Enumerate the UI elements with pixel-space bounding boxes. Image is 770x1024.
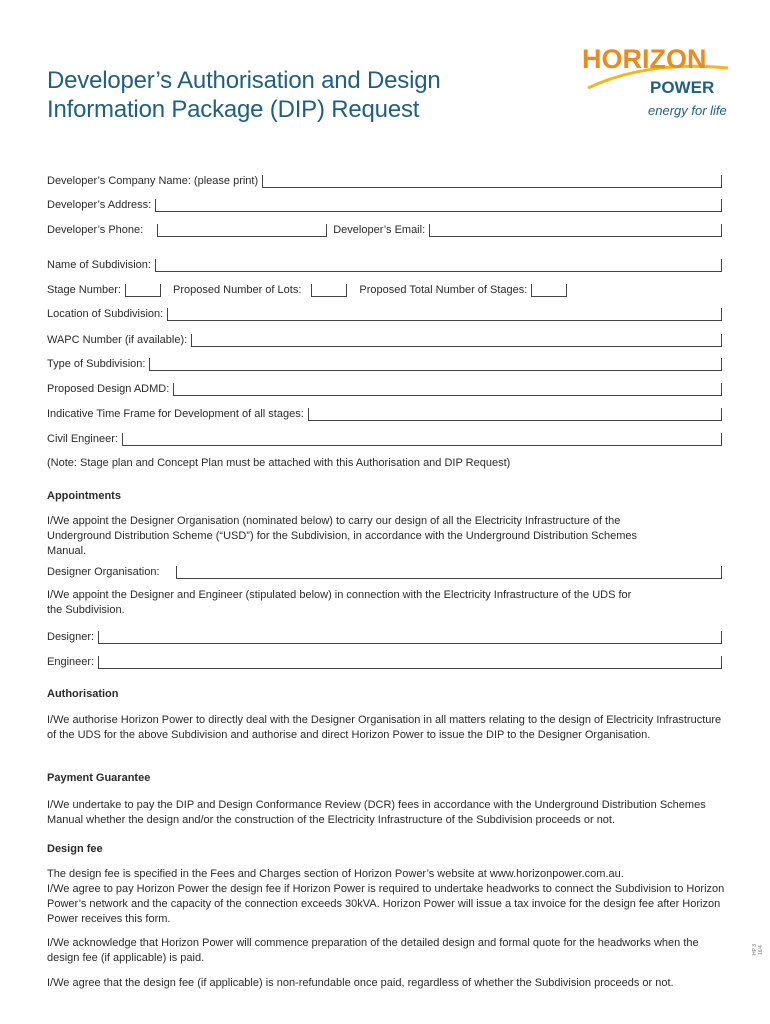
company-name-row [47, 172, 722, 188]
type-row [47, 355, 722, 371]
design-fee-heading: Design fee [47, 843, 103, 855]
appointments-heading: Appointments [47, 490, 121, 502]
phone-field[interactable] [157, 224, 327, 237]
designer-org-field[interactable] [176, 566, 722, 579]
authorisation-heading: Authorisation [47, 688, 119, 700]
engineer-field[interactable] [98, 656, 722, 669]
wapc-field[interactable] [191, 334, 722, 347]
location-label: Location of Subdivision: [47, 308, 164, 320]
wapc-row [47, 331, 722, 347]
stage-number-field[interactable] [125, 284, 161, 297]
type-label: Type of Subdivision: [47, 358, 146, 370]
location-row [47, 305, 722, 321]
page-title [47, 66, 441, 124]
title-line-2: Information Package (DIP) Request [47, 96, 420, 123]
proposed-stages-field[interactable] [531, 284, 567, 297]
designer-label: Designer: [47, 631, 95, 643]
location-field[interactable] [167, 308, 722, 321]
subdivision-name-row [47, 256, 722, 272]
stage-lots-row [47, 281, 722, 297]
design-fee-paragraph-2: I/We acknowledge that Horizon Power will commence preparation of the detailed design and formal quote for the headworks when the design fee (if applicable) is paid. [47, 937, 699, 964]
timeframe-label: Indicative Time Frame for Development of all stages: [47, 408, 304, 420]
designer-org-row [47, 563, 722, 579]
proposed-stages-label: Proposed Total Number of Stages: [359, 284, 528, 296]
phone-label: Developer’s Phone: [47, 224, 144, 236]
company-name-field[interactable] [262, 175, 722, 188]
email-label: Developer’s Email: [333, 224, 426, 236]
logo-tagline: energy for life [648, 103, 727, 118]
title-line-1: Developer’s Authorisation and Design [47, 67, 441, 94]
civil-engineer-field[interactable] [122, 433, 722, 446]
engineer-label: Engineer: [47, 656, 95, 668]
payment-paragraph: I/We undertake to pay the DIP and Design Conformance Review (DCR) fees in accordance with the Underground Distribution Schemes Manual whether the design and/or the construction of the Electricity Infrastructure of the Subdivision proceeds or not. [47, 799, 706, 826]
company-name-label: Developer’s Company Name: (please print) [47, 175, 259, 187]
stage-number-label: Stage Number: [47, 284, 121, 296]
design-fee-paragraph-3: I/We agree that the design fee (if applicable) is non-refundable once paid, regardless of whether the Subdivision proceeds or not. [47, 977, 674, 989]
phone-email-row [47, 221, 722, 237]
attachment-note: (Note: Stage plan and Concept Plan must be attached with this Authorisation and DIP Request) [47, 457, 511, 469]
timeframe-field[interactable] [308, 408, 722, 421]
designer-row [47, 628, 722, 644]
admd-row [47, 380, 722, 396]
design-fee-paragraph-1a: The design fee is specified in the Fees and Charges section of Horizon Power’s website at www.horizonpower.com.au. [47, 868, 624, 880]
address-label: Developer’s Address: [47, 199, 152, 211]
subdivision-name-field[interactable] [155, 259, 722, 272]
address-row [47, 196, 722, 212]
wapc-label: WAPC Number (if available): [47, 334, 188, 346]
civil-engineer-label: Civil Engineer: [47, 433, 118, 445]
authorisation-paragraph: I/We authorise Horizon Power to directly deal with the Designer Organisation in all matters relating to the design of Electricity Infrastructure of the UDS for the above Subdivision and authorise and direct Horizon Power to issue the DIP to the Designer Organisation. [47, 714, 722, 741]
type-field[interactable] [149, 358, 722, 371]
proposed-lots-field[interactable] [311, 284, 347, 297]
logo-word-power: POWER [650, 78, 715, 97]
subdivision-name-label: Name of Subdivision: [47, 259, 151, 271]
email-field[interactable] [429, 224, 722, 237]
payment-heading: Payment Guarantee [47, 772, 151, 784]
document-code: HP 3 16/4 [752, 943, 764, 955]
civil-engineer-row [47, 430, 722, 446]
designer-field[interactable] [98, 631, 722, 644]
proposed-lots-label: Proposed Number of Lots: [172, 284, 302, 296]
designer-org-label: Designer Organisation: [47, 566, 160, 578]
appointments-paragraph-2: I/We appoint the Designer and Engineer (stipulated below) in connection with the Electricity Infrastructure of the UDS for the Subdivision. [47, 589, 632, 616]
address-field[interactable] [155, 199, 722, 212]
admd-label: Proposed Design ADMD: [47, 383, 170, 395]
engineer-row [47, 653, 722, 669]
design-fee-paragraph-1b: I/We agree to pay Horizon Power the design fee if Horizon Power is required to undertake headworks to connect the Subdivision to Horizon Power’s network and the capacity of the connection exceeds 30kVA. Horizon Power will issue a tax invoice for the design fee after Horizon Power receives this form. [47, 883, 725, 925]
logo-word-horizon: HORIZON [582, 44, 707, 74]
timeframe-row [47, 405, 722, 421]
appointments-paragraph-1: I/We appoint the Designer Organisation (nominated below) to carry our design of all the Electricity Infrastructure of the Underground Distribution Scheme (“USD”) for the Subdivision, in accordance with the Underground Distribution Schemes Manual. [47, 515, 638, 557]
admd-field[interactable] [173, 383, 722, 396]
